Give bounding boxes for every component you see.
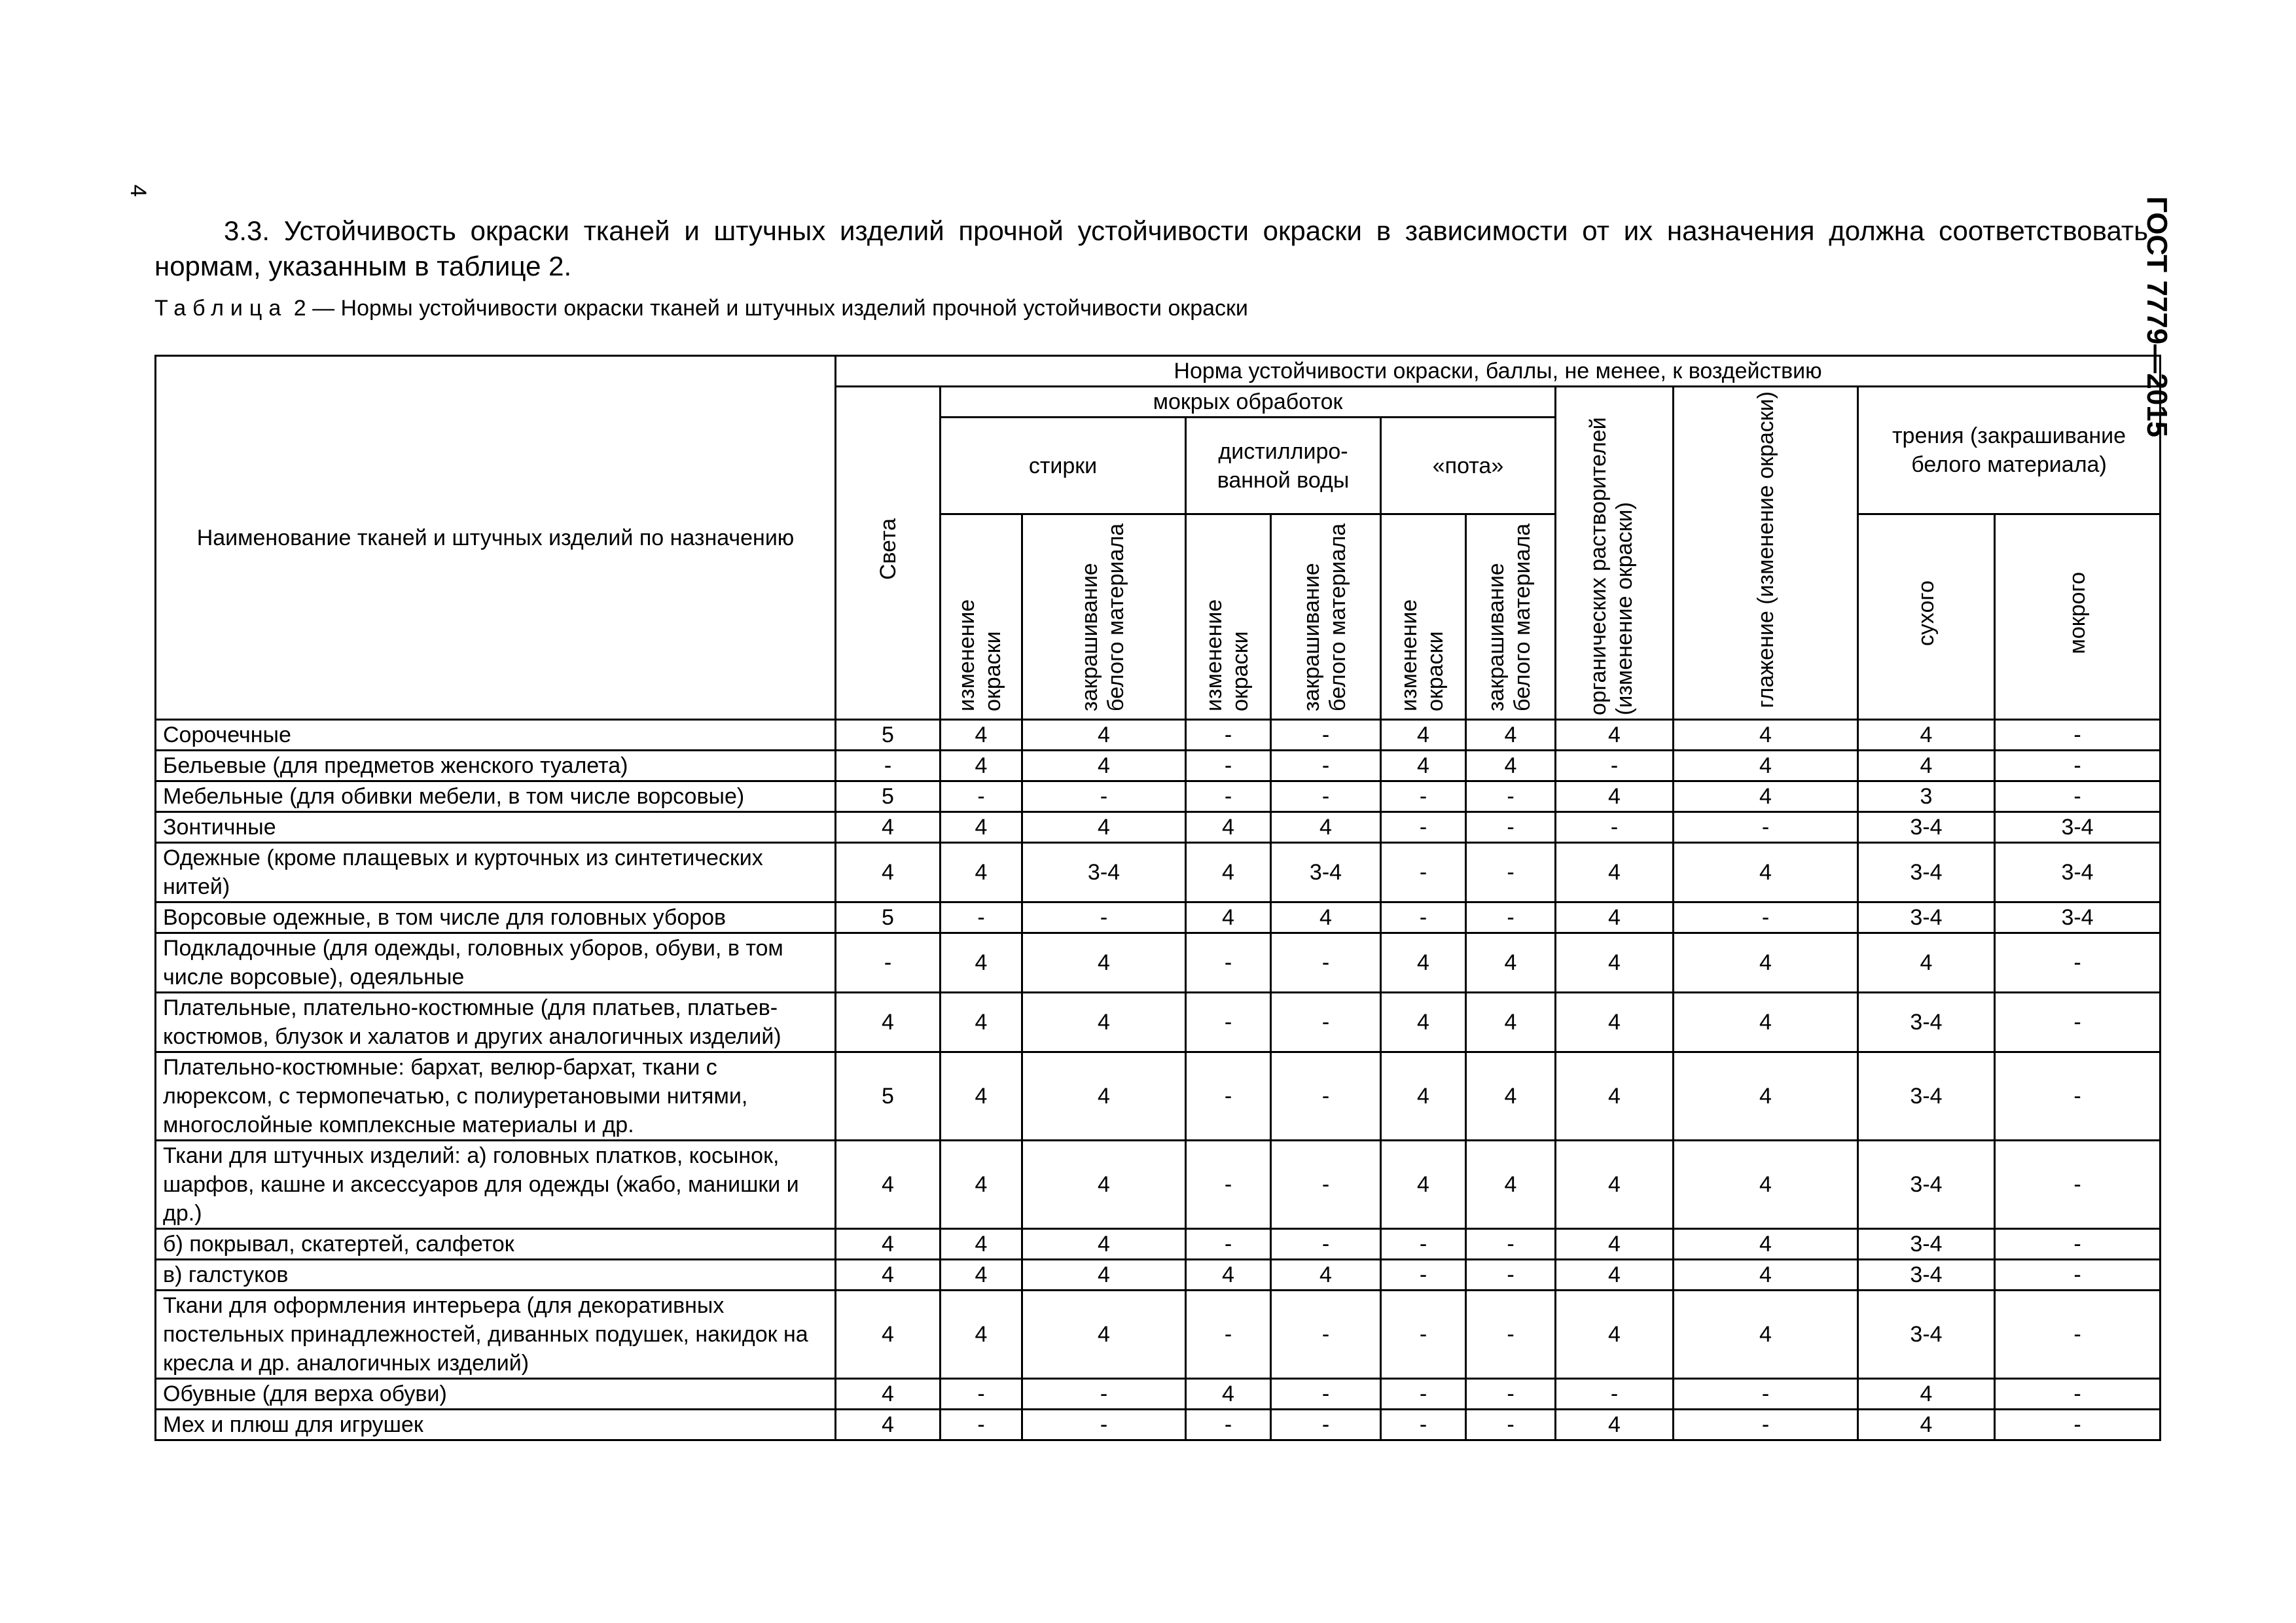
- row-value: -: [1271, 933, 1381, 993]
- row-value: 3-4: [1858, 1052, 1995, 1141]
- row-value: -: [1995, 1141, 2161, 1229]
- table-row: [156, 933, 2161, 993]
- row-value: 4: [1022, 1141, 1186, 1229]
- row-value: -: [1186, 993, 1271, 1052]
- row-value: -: [1674, 812, 1858, 843]
- row-value: -: [1995, 781, 2161, 812]
- row-value: -: [1674, 1379, 1858, 1410]
- row-name: в) галстуков: [156, 1260, 836, 1291]
- row-value: 3-4: [1995, 843, 2161, 902]
- row-value: 4: [1556, 1229, 1674, 1260]
- row-value: 4: [1858, 1410, 1995, 1440]
- row-value: 4: [941, 933, 1022, 993]
- row-value: 4: [1674, 1291, 1858, 1379]
- row-value: -: [1381, 1379, 1466, 1410]
- row-value: -: [941, 1379, 1022, 1410]
- header-norm: Норма устойчивости окраски, баллы, не менее, к воздействию: [836, 356, 2161, 387]
- row-value: 4: [1556, 720, 1674, 751]
- row-value: 4: [1466, 933, 1556, 993]
- row-value: 4: [1556, 781, 1674, 812]
- row-value: 4: [1674, 1229, 1858, 1260]
- row-value: 3-4: [1858, 1260, 1995, 1291]
- row-name: Сорочечные: [156, 720, 836, 751]
- row-value: -: [1995, 1229, 2161, 1260]
- row-value: -: [1556, 1379, 1674, 1410]
- row-value: 4: [836, 1141, 941, 1229]
- row-value: -: [1381, 1260, 1466, 1291]
- header-friction: трения (закрашивание белого материала): [1858, 387, 2161, 514]
- table-caption-lead: Таблица: [154, 296, 288, 321]
- row-value: 4: [836, 1410, 941, 1440]
- row-value: 4: [836, 1291, 941, 1379]
- row-value: -: [1995, 1379, 2161, 1410]
- table-row: [156, 1052, 2161, 1141]
- row-value: 4: [1674, 1052, 1858, 1141]
- header-friction-wet: мокрого: [1995, 514, 2161, 720]
- row-value: 3-4: [1995, 812, 2161, 843]
- table-row: [156, 902, 2161, 933]
- header-name: Наименование тканей и штучных изделий по назначению: [156, 356, 836, 720]
- row-value: 4: [1674, 751, 1858, 781]
- row-value: 4: [941, 1052, 1022, 1141]
- header-sweat-change: изменение окраски: [1381, 514, 1466, 720]
- row-value: -: [1186, 751, 1271, 781]
- row-value: -: [1271, 781, 1381, 812]
- row-value: -: [1556, 751, 1674, 781]
- row-value: 4: [1858, 933, 1995, 993]
- row-value: 4: [1674, 1260, 1858, 1291]
- row-value: 4: [941, 1229, 1022, 1260]
- header-washing: стирки: [941, 418, 1186, 514]
- table-row: [156, 1379, 2161, 1410]
- row-name: Одежные (кроме плащевых и курточных из синтетических нитей): [156, 843, 836, 902]
- row-value: -: [1022, 1379, 1186, 1410]
- row-value: -: [1995, 993, 2161, 1052]
- row-value: 3-4: [1858, 812, 1995, 843]
- row-value: 4: [1186, 1260, 1271, 1291]
- document-code: ГОСТ 7779—2015: [2141, 196, 2173, 438]
- row-value: 4: [1556, 902, 1674, 933]
- row-name: Мебельные (для обивки мебели, в том числе ворсовые): [156, 781, 836, 812]
- table-row: [156, 1141, 2161, 1229]
- row-value: 4: [836, 1379, 941, 1410]
- row-value: -: [1022, 1410, 1186, 1440]
- row-value: -: [1466, 1379, 1556, 1410]
- row-value: -: [1381, 843, 1466, 902]
- row-value: -: [941, 902, 1022, 933]
- row-name: Ткани для штучных изделий: а) головных платков, косынок, шарфов, кашне и аксессуаров для одежды (жабо, манишки и др.): [156, 1141, 836, 1229]
- row-value: -: [1186, 1291, 1271, 1379]
- row-value: 3-4: [1858, 902, 1995, 933]
- row-value: -: [1674, 902, 1858, 933]
- row-value: 4: [1271, 812, 1381, 843]
- row-name: Мех и плюш для игрушек: [156, 1410, 836, 1440]
- table-row: [156, 720, 2161, 751]
- header-washing-staining: закрашивание белого материала: [1022, 514, 1186, 720]
- row-value: 4: [1674, 843, 1858, 902]
- row-value: 4: [1466, 1141, 1556, 1229]
- row-value: 3-4: [1271, 843, 1381, 902]
- header-wet: мокрых обработок: [941, 387, 1556, 418]
- page-number: 4: [126, 185, 151, 197]
- row-value: -: [1995, 1052, 2161, 1141]
- row-value: 5: [836, 902, 941, 933]
- row-value: 4: [1271, 1260, 1381, 1291]
- row-value: 5: [836, 781, 941, 812]
- row-value: -: [1186, 1052, 1271, 1141]
- row-value: 5: [836, 1052, 941, 1141]
- row-value: 3-4: [1858, 1141, 1995, 1229]
- table-row: [156, 1260, 2161, 1291]
- intro-paragraph: 3.3. Устойчивость окраски тканей и штучных изделий прочной устойчивости окраски в зависимости от их назначения должна соответствовать нормам, указанным в таблице 2.: [154, 215, 2148, 281]
- row-value: 4: [1022, 1052, 1186, 1141]
- row-value: 4: [1674, 1141, 1858, 1229]
- row-value: -: [1186, 720, 1271, 751]
- row-value: 4: [941, 1291, 1022, 1379]
- row-value: -: [1271, 751, 1381, 781]
- row-value: 3-4: [1858, 843, 1995, 902]
- row-value: 4: [1556, 1291, 1674, 1379]
- table-caption-text: 2 — Нормы устойчивости окраски тканей и штучных изделий прочной устойчивости окраски: [287, 296, 1248, 321]
- row-name: Обувные (для верха обуви): [156, 1379, 836, 1410]
- row-value: -: [1186, 1410, 1271, 1440]
- row-value: -: [1022, 781, 1186, 812]
- header-sweat-staining: закрашивание белого материала: [1466, 514, 1556, 720]
- header-light: Света: [836, 387, 941, 720]
- row-value: 4: [836, 1229, 941, 1260]
- header-friction-dry: сухого: [1858, 514, 1995, 720]
- row-name: Зонтичные: [156, 812, 836, 843]
- row-value: -: [1674, 1410, 1858, 1440]
- row-value: -: [1186, 1229, 1271, 1260]
- row-value: -: [941, 781, 1022, 812]
- row-value: 4: [1186, 902, 1271, 933]
- row-value: 4: [836, 993, 941, 1052]
- row-value: -: [1995, 1410, 2161, 1440]
- row-value: 3-4: [1858, 1229, 1995, 1260]
- row-value: 4: [1858, 751, 1995, 781]
- row-name: Бельевые (для предметов женского туалета): [156, 751, 836, 781]
- row-name: Плательные, плательно-костюмные (для платьев, платьев-костюмов, блузок и халатов и других аналогичных изделий): [156, 993, 836, 1052]
- row-value: 4: [1556, 843, 1674, 902]
- row-value: 4: [1022, 751, 1186, 781]
- table-caption: [154, 296, 2148, 321]
- row-value: 4: [941, 1260, 1022, 1291]
- row-value: -: [1186, 933, 1271, 993]
- row-value: -: [1466, 1291, 1556, 1379]
- row-value: 4: [1466, 1052, 1556, 1141]
- row-value: 4: [1381, 993, 1466, 1052]
- row-value: -: [1995, 1260, 2161, 1291]
- row-value: 3: [1858, 781, 1995, 812]
- row-value: 4: [1381, 1141, 1466, 1229]
- row-value: 4: [1556, 1260, 1674, 1291]
- row-value: 4: [1556, 1410, 1674, 1440]
- row-value: 4: [941, 843, 1022, 902]
- row-value: 3-4: [1995, 902, 2161, 933]
- row-value: 4: [1556, 993, 1674, 1052]
- row-value: -: [1271, 720, 1381, 751]
- row-value: -: [1271, 1229, 1381, 1260]
- row-value: -: [1466, 843, 1556, 902]
- row-value: -: [1271, 1410, 1381, 1440]
- row-value: 3-4: [1858, 993, 1995, 1052]
- row-value: -: [941, 1410, 1022, 1440]
- norms-table-body: [156, 720, 2161, 1440]
- row-value: 4: [1022, 812, 1186, 843]
- row-value: -: [1271, 1052, 1381, 1141]
- table-row: [156, 781, 2161, 812]
- row-name: б) покрывал, скатертей, салфеток: [156, 1229, 836, 1260]
- row-value: 4: [1381, 1052, 1466, 1141]
- row-value: 4: [1556, 1141, 1674, 1229]
- row-value: 4: [1858, 1379, 1995, 1410]
- row-value: 4: [1271, 902, 1381, 933]
- row-value: -: [1466, 1410, 1556, 1440]
- row-value: 4: [1186, 1379, 1271, 1410]
- row-value: -: [1995, 1291, 2161, 1379]
- row-name: Ворсовые одежные, в том числе для головных уборов: [156, 902, 836, 933]
- row-value: -: [1466, 1229, 1556, 1260]
- row-value: 4: [1466, 993, 1556, 1052]
- row-value: -: [1466, 812, 1556, 843]
- row-value: 4: [1022, 1260, 1186, 1291]
- row-value: -: [836, 751, 941, 781]
- row-value: 4: [1556, 933, 1674, 993]
- row-value: 4: [836, 843, 941, 902]
- row-value: 4: [1186, 812, 1271, 843]
- row-value: -: [1466, 902, 1556, 933]
- row-value: 4: [941, 751, 1022, 781]
- row-value: -: [1556, 812, 1674, 843]
- header-distilled-change: изменение окраски: [1186, 514, 1271, 720]
- row-value: -: [1466, 1260, 1556, 1291]
- row-value: 4: [941, 720, 1022, 751]
- row-value: -: [1271, 993, 1381, 1052]
- row-value: 4: [1381, 751, 1466, 781]
- row-value: 4: [1466, 720, 1556, 751]
- row-value: 3-4: [1022, 843, 1186, 902]
- row-value: -: [1995, 933, 2161, 993]
- row-value: -: [1022, 902, 1186, 933]
- row-value: 4: [1674, 781, 1858, 812]
- row-value: 4: [1381, 933, 1466, 993]
- row-value: 4: [941, 1141, 1022, 1229]
- row-value: 4: [941, 993, 1022, 1052]
- row-value: 4: [1022, 933, 1186, 993]
- row-value: 4: [1466, 751, 1556, 781]
- row-value: -: [1381, 812, 1466, 843]
- row-value: 4: [941, 812, 1022, 843]
- row-value: 5: [836, 720, 941, 751]
- header-solvents: органических растворителей (изменение окраски): [1556, 387, 1674, 720]
- table-row: [156, 993, 2161, 1052]
- row-value: -: [1271, 1291, 1381, 1379]
- norms-table: [154, 355, 2161, 1441]
- row-value: 4: [1674, 720, 1858, 751]
- row-value: -: [1381, 1410, 1466, 1440]
- row-value: 4: [1858, 720, 1995, 751]
- row-value: -: [1381, 1229, 1466, 1260]
- table-row: [156, 1410, 2161, 1440]
- row-value: 4: [1674, 933, 1858, 993]
- row-value: 3-4: [1858, 1291, 1995, 1379]
- row-value: 4: [1022, 1291, 1186, 1379]
- row-value: -: [1381, 1291, 1466, 1379]
- header-ironing: глажение (изменение окраски): [1674, 387, 1858, 720]
- table-row: [156, 751, 2161, 781]
- row-value: 4: [1674, 993, 1858, 1052]
- row-value: -: [1186, 1141, 1271, 1229]
- row-value: 4: [1556, 1052, 1674, 1141]
- table-row: [156, 812, 2161, 843]
- row-value: -: [1271, 1379, 1381, 1410]
- row-value: 4: [1381, 720, 1466, 751]
- table-row: [156, 1291, 2161, 1379]
- row-name: Плательно-костюмные: бархат, велюр-бархат, ткани с люрексом, с термопечатью, с полиуретановыми нитями, многослойные комплексные материалы и др.: [156, 1052, 836, 1141]
- header-distilled: дистиллиро-ванной воды: [1186, 418, 1381, 514]
- row-value: -: [1271, 1141, 1381, 1229]
- row-value: 4: [1186, 843, 1271, 902]
- row-value: -: [836, 933, 941, 993]
- table-row: [156, 843, 2161, 902]
- row-value: -: [1381, 902, 1466, 933]
- row-value: 4: [1022, 1229, 1186, 1260]
- row-value: -: [1995, 720, 2161, 751]
- row-value: -: [1186, 781, 1271, 812]
- header-washing-change: изменение окраски: [941, 514, 1022, 720]
- row-name: Ткани для оформления интерьера (для декоративных постельных принадлежностей, диванных подушек, накидок на кресла и др. аналогичных изделий): [156, 1291, 836, 1379]
- row-value: 4: [1022, 720, 1186, 751]
- row-value: -: [1381, 781, 1466, 812]
- row-value: -: [1995, 751, 2161, 781]
- header-distilled-staining: закрашивание белого материала: [1271, 514, 1381, 720]
- row-value: 4: [836, 1260, 941, 1291]
- row-value: 4: [836, 812, 941, 843]
- table-row: [156, 1229, 2161, 1260]
- header-sweat: «пота»: [1381, 418, 1556, 514]
- row-name: Подкладочные (для одежды, головных уборов, обуви, в том числе ворсовые), одеяльные: [156, 933, 836, 993]
- row-value: -: [1466, 781, 1556, 812]
- row-value: 4: [1022, 993, 1186, 1052]
